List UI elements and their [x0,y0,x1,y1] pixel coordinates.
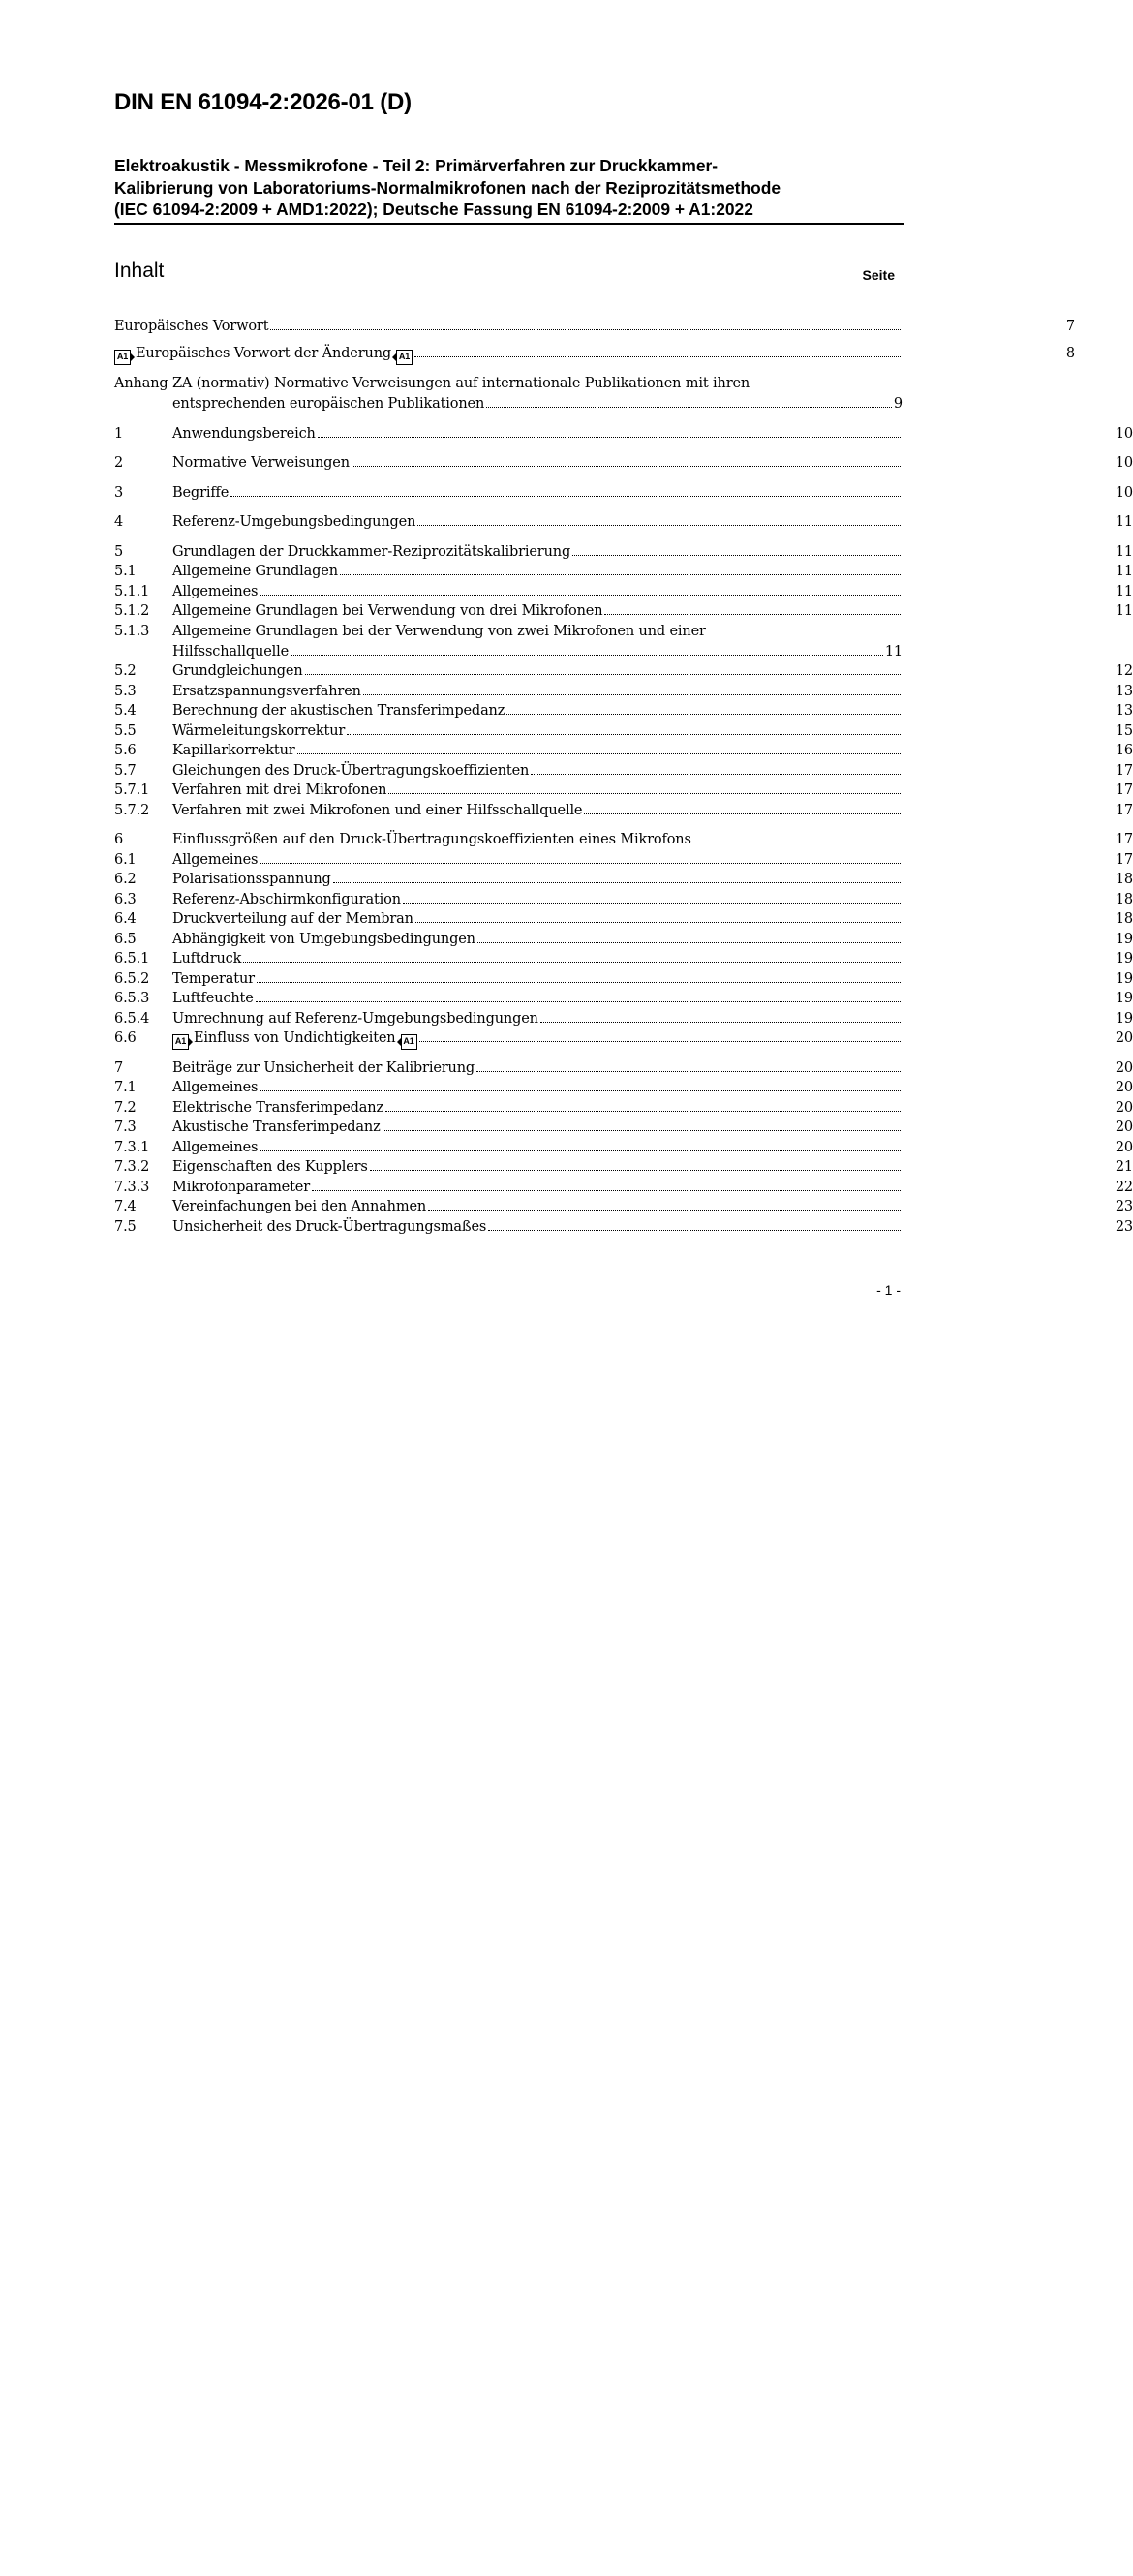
toc-entry[interactable] [114,582,1133,601]
toc-entry[interactable] [114,562,1133,581]
toc-entry-title: Verfahren mit drei Mikrofonen [172,782,387,798]
toc-entry-page: 17 [1115,782,1133,798]
toc-entry-page: 11 [1115,544,1133,560]
toc-entry-page: 20 [1115,1030,1133,1046]
toc-entry[interactable] [114,344,1075,363]
toc-entry-page: 20 [1115,1100,1133,1116]
toc-entry[interactable] [114,542,1133,562]
toc-entry-title: Allgemeines [172,1140,259,1155]
toc-entry-title: Allgemeine Grundlagen [172,564,338,579]
toc-entry[interactable] [114,1197,1133,1216]
toc-entry-number: 3 [114,485,124,501]
toc-entry-title: Einflussgrößen auf den Druck-Übertragungskoeffizienten eines Mikrofons [172,832,691,847]
toc-entry-page: 18 [1115,892,1133,907]
toc-entry-title: Allgemeines [172,852,259,868]
toc-entry-number: 7 [114,1060,124,1076]
toc-entry-page: 16 [1115,743,1133,758]
toc-entry-title: Abhängigkeit von Umgebungsbedingungen [172,932,475,947]
toc-entry-title: Temperatur [172,971,255,987]
toc-entry-number: 7.2 [114,1100,137,1116]
amendment-marker-icon: A1 [114,350,131,365]
toc-entry-title: Vereinfachungen bei den Annahmen [172,1199,427,1214]
toc-entry-page: 11 [884,643,903,659]
toc-entry-number: 7.3.3 [114,1180,150,1195]
toc-entry-number: 6.5.4 [114,1011,150,1027]
toc-entry-number: 5.1.1 [114,584,150,599]
toc-entry-title: Gleichungen des Druck-Übertragungskoeffizienten [172,763,530,779]
toc-entry[interactable] [114,989,1133,1008]
toc-entry[interactable] [114,909,1133,929]
page-column-label: Seite [862,267,895,283]
toc-entry[interactable] [114,801,1133,820]
toc-entry-page: 21 [1115,1159,1133,1175]
document-title: DIN EN 61094-2:2026-01 (D) [114,89,412,115]
toc-entry-page: 23 [1115,1199,1133,1214]
toc-entry-title: Polarisationsspannung [172,872,331,887]
toc-entry-title: Begriffe [172,485,230,501]
toc-entry-title: Allgemeines [172,1080,259,1095]
toc-entry[interactable] [114,870,1133,889]
toc-entry[interactable] [114,761,1133,781]
toc-entry-number: 6 [114,832,124,847]
subtitle-line: Kalibrierung von Laboratoriums-Normalmikrofonen nach der Reziprozitätsmethode [114,177,781,198]
toc-entry-number: 4 [114,514,124,530]
toc-entry-number: 5.6 [114,743,137,758]
toc-entry-page: 12 [1115,663,1133,679]
toc-entry[interactable] [114,622,903,661]
toc-entry-title: Unsicherheit des Druck-Übertragungsmaßes [172,1219,487,1235]
toc-entry[interactable] [114,453,1133,473]
toc-entry-number: 6.5.3 [114,991,150,1006]
toc-entry-number: 1 [114,426,124,442]
toc-entry[interactable] [114,1217,1133,1237]
toc-entry-page: 20 [1115,1140,1133,1155]
toc-entry-page: 19 [1115,932,1133,947]
toc-entry[interactable] [114,1118,1133,1137]
toc-entry[interactable] [114,969,1133,989]
toc-entry-page: 22 [1115,1180,1133,1195]
toc-entry-page: 18 [1115,911,1133,927]
document-subtitle [114,155,904,225]
toc-entry-title: Verfahren mit zwei Mikrofonen und einer Hilfsschallquelle [172,803,583,818]
toc-entry-number: 5 [114,544,124,560]
toc-entry-number: 5.1.2 [114,603,150,619]
toc-entry-title: Anhang ZA (normativ) Normative Verweisungen auf internationale Publikationen mit ihren [114,376,750,391]
toc-entry-number: 5.2 [114,663,137,679]
amendment-marker-icon: A1 [401,1034,417,1050]
toc-entry-title: Umrechnung auf Referenz-Umgebungsbedingungen [172,1011,538,1027]
toc-entry-page: 19 [1115,971,1133,987]
toc-entry[interactable] [114,1028,1133,1048]
toc-entry-number: 5.7.2 [114,803,150,818]
toc-entry[interactable] [114,781,1133,800]
toc-entry-page: 10 [1115,485,1133,501]
toc-entry-number: 5.1.3 [114,624,150,639]
toc-entry[interactable] [114,1178,1133,1197]
toc-entry-number: 2 [114,455,124,471]
subtitle-line: Elektroakustik - Messmikrofone - Teil 2: Primärverfahren zur Druckkammer- [114,156,719,175]
toc-entry-title-continued: Hilfsschallquelle [172,643,290,659]
toc-entry-title: Normative Verweisungen [172,455,350,471]
toc-entry[interactable] [114,741,1133,760]
toc-entry[interactable] [114,1098,1133,1118]
toc-entry[interactable] [114,601,1133,621]
amendment-marker-icon: A1 [396,350,413,365]
toc-entry-title: Referenz-Umgebungsbedingungen [172,514,416,530]
toc-entry-number: 7.3.2 [114,1159,150,1175]
toc-entry-page: 20 [1115,1060,1133,1076]
toc-entry-page: 18 [1115,872,1133,887]
toc-entry-title: Grundgleichungen [172,663,303,679]
toc-entry-title: A1 Europäisches Vorwort der Änderung A1 [114,344,413,365]
toc-entry-title: Luftdruck [172,951,242,966]
toc-entry-title: Grundlagen der Druckkammer-Reziprozitätskalibrierung [172,544,571,560]
toc-entry[interactable] [114,721,1133,741]
toc-entry[interactable] [114,1078,1133,1097]
toc-entry[interactable] [114,1058,1133,1078]
toc-entry-number: 5.7.1 [114,782,150,798]
toc-entry[interactable] [114,850,1133,870]
toc-entry-page: 17 [1115,763,1133,779]
toc-entry-title: Eigenschaften des Kupplers [172,1159,368,1175]
toc-entry-number: 7.5 [114,1219,137,1235]
toc-entry[interactable] [114,1009,1133,1028]
toc-entry-page: 19 [1115,991,1133,1006]
toc-entry-title: Berechnung der akustischen Transferimpedanz [172,703,505,719]
toc-entry-number: 6.5 [114,932,137,947]
toc-entry-title: Druckverteilung auf der Membran [172,911,413,927]
toc-entry-title: Allgemeine Grundlagen bei der Verwendung von zwei Mikrofonen und einer [172,624,706,639]
toc-entry-page: 10 [1115,455,1133,471]
toc-entry-page: 11 [1115,514,1133,530]
toc-entry-page: 7 [1065,319,1075,334]
toc-entry-number: 7.1 [114,1080,137,1095]
toc-entry[interactable] [114,424,1133,444]
toc-entry-number: 5.4 [114,703,137,719]
toc-entry-number: 6.3 [114,892,137,907]
amendment-marker-icon: A1 [172,1034,189,1050]
toc-entry-title: Kapillarkorrektur [172,743,295,758]
toc-entry-title: Elektrische Transferimpedanz [172,1100,383,1116]
toc-entry-title: Wärmeleitungskorrektur [172,723,346,739]
toc-entry-page: 8 [1065,346,1075,361]
toc-entry-page: 20 [1115,1119,1133,1135]
dot-leader [486,395,892,408]
toc-entry-title: Ersatzspannungsverfahren [172,684,361,699]
toc-entry-page: 15 [1115,723,1133,739]
toc-entry-page: 17 [1115,832,1133,847]
toc-entry-number: 5.1 [114,564,137,579]
toc-entry-page: 17 [1115,852,1133,868]
toc-entry-title: Luftfeuchte [172,991,254,1006]
toc-entry-page: 19 [1115,1011,1133,1027]
toc-entry-number: 6.5.2 [114,971,150,987]
toc-entry[interactable] [114,949,1133,968]
toc-entry-number: 7.4 [114,1199,137,1214]
toc-entry[interactable] [114,512,1133,532]
toc-entry-title: Allgemeines [172,584,259,599]
toc-entry[interactable] [114,1157,1133,1177]
toc-entry-page: 17 [1115,803,1133,818]
toc-entry[interactable] [114,930,1133,949]
toc-entry[interactable] [114,317,1075,336]
toc-entry-number: 6.2 [114,872,137,887]
toc-entry-page: 9 [893,395,903,412]
dot-leader [291,643,883,656]
toc-entry-title: Allgemeine Grundlagen bei Verwendung von drei Mikrofonen [172,603,603,619]
toc-entry-title: Mikrofonparameter [172,1180,310,1195]
toc-entry-page: 23 [1115,1219,1133,1235]
toc-entry[interactable] [114,1138,1133,1157]
page-number: - 1 - [876,1282,901,1298]
toc-entry-title: Akustische Transferimpedanz [172,1119,381,1135]
toc-entry-title: Anwendungsbereich [172,426,316,442]
toc-entry-title: A1 Einfluss von Undichtigkeiten A1 [172,1028,417,1050]
toc-entry-number: 6.4 [114,911,137,927]
toc-entry-number: 5.5 [114,723,137,739]
toc-entry[interactable] [114,661,1133,681]
toc-entry-page: 11 [1115,564,1133,579]
toc-entry-page: 11 [1115,584,1133,599]
toc-entry-page: 10 [1115,426,1133,442]
subtitle-line: (IEC 61094-2:2009 + AMD1:2022); Deutsche Fassung EN 61094-2:2009 + A1:2022 [114,199,753,219]
toc-heading: Inhalt [114,260,165,282]
toc-entry-page: 13 [1115,703,1133,719]
toc-entry-title: Beiträge zur Unsicherheit der Kalibrierung [172,1060,475,1076]
toc-entry-title: Referenz-Abschirmkonfiguration [172,892,401,907]
toc-entry-number: 6.1 [114,852,137,868]
toc-entry-page: 13 [1115,684,1133,699]
toc-entry[interactable] [114,682,1133,701]
toc-entry-number: 6.5.1 [114,951,150,966]
toc-entry-number: 5.3 [114,684,137,699]
toc-entry[interactable] [114,701,1133,721]
toc-entry[interactable] [114,483,1133,503]
toc-entry-number: 7.3.1 [114,1140,150,1155]
toc-entry-number: 7.3 [114,1119,137,1135]
toc-entry-number: 5.7 [114,763,137,779]
toc-entry-page: 19 [1115,951,1133,966]
toc-entry-title-continued: entsprechenden europäischen Publikationen [172,395,485,412]
toc-entry-number: 6.6 [114,1030,137,1046]
toc-entry-page: 11 [1115,603,1133,619]
toc-entry-page: 20 [1115,1080,1133,1095]
toc-entry-title: Europäisches Vorwort [114,319,269,334]
toc-entry[interactable] [114,374,903,414]
toc-entry[interactable] [114,830,1133,849]
toc-entry[interactable] [114,890,1133,909]
